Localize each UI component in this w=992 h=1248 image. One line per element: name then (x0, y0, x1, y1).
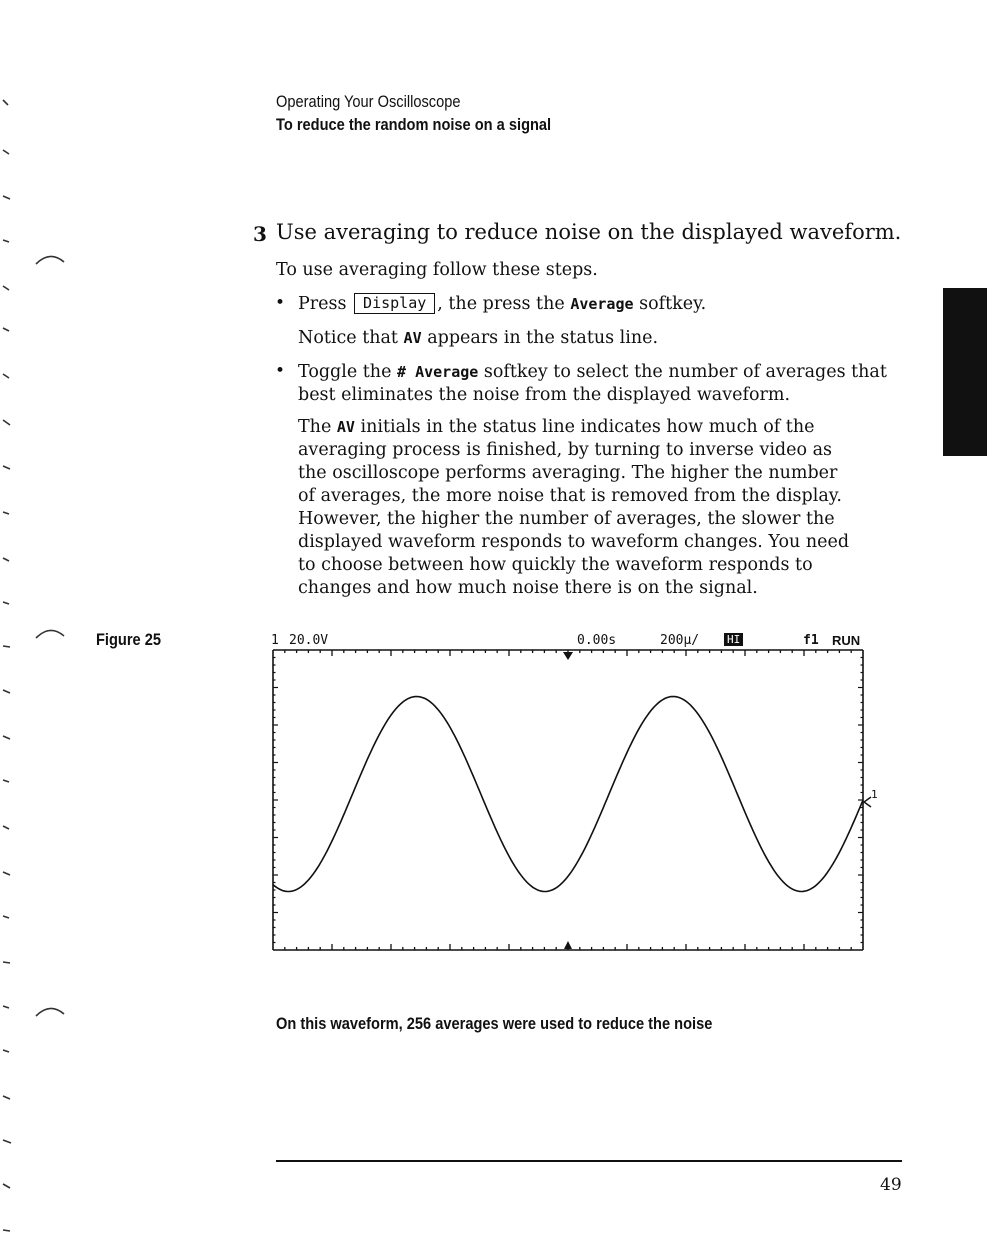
bullet-dot: • (275, 293, 286, 313)
figure-label: Figure 25 (96, 630, 162, 649)
chapter-tab (943, 288, 987, 456)
step-number: 3 (253, 222, 267, 246)
ground-marker: 1 (871, 788, 878, 801)
oscilloscope-display (260, 628, 885, 963)
bullet-1-pre: Press (298, 294, 347, 314)
trigger-marker (563, 652, 573, 660)
explanation-post: initials in the status line indicates how much of the averaging process is finished, by turning to inverse video as the oscilloscope performs averaging. The higher the number of averages, the more noise that is removed from the display. However, the higher the number of averages, the slower the displayed waveform responds to waveform changes. You need to choose between how quickly the waveform responds to changes and how much noise there is on the signal. (298, 417, 850, 598)
margin-marks (0, 0, 80, 1248)
average-softkey: Average (570, 295, 634, 313)
bullet-1 (298, 293, 706, 316)
trigger-source: f1 (803, 633, 819, 648)
bullet-2-pre: Toggle the (298, 362, 392, 382)
page-number: 49 (880, 1175, 902, 1195)
av-code: AV (403, 329, 422, 347)
bullet-1-post: softkey. (639, 294, 707, 314)
run-status: RUN (832, 633, 861, 648)
waveform-trace (273, 697, 863, 892)
notice-text (298, 327, 658, 350)
av-code: AV (336, 418, 355, 436)
display-key: Display (354, 293, 435, 314)
graticule (273, 650, 871, 950)
explanation-pre: The (298, 417, 332, 437)
volts-per-div: 20.0V (289, 633, 329, 648)
notice-pre: Notice that (298, 328, 398, 348)
center-marker (564, 941, 572, 949)
bullet-2-post: softkey to select the number of averages that best eliminates the noise from the displayed waveform. (298, 362, 887, 405)
intro-text: To use averaging follow these steps. (276, 260, 598, 280)
mode-badge: HI (724, 633, 743, 646)
bullet-1-mid: , the press the (437, 294, 565, 314)
step-heading: Use averaging to reduce noise on the displayed waveform. (276, 220, 902, 244)
timebase: 200µ/ (660, 633, 700, 648)
bullet-2 (298, 361, 888, 407)
footer-rule (276, 1160, 902, 1162)
channel-number: 1 (271, 633, 279, 648)
ground-arrow (864, 797, 871, 807)
running-header-subtitle: To reduce the random noise on a signal (276, 115, 552, 134)
time-offset: 0.00s (577, 633, 617, 648)
notice-post: appears in the status line. (427, 328, 659, 348)
num-average-softkey: # Average (397, 363, 479, 381)
explanation-text (298, 416, 858, 600)
figure-caption: On this waveform, 256 averages were used to reduce the noise (276, 1014, 713, 1033)
bullet-dot: • (275, 361, 286, 381)
running-header-title: Operating Your Oscilloscope (276, 92, 461, 111)
